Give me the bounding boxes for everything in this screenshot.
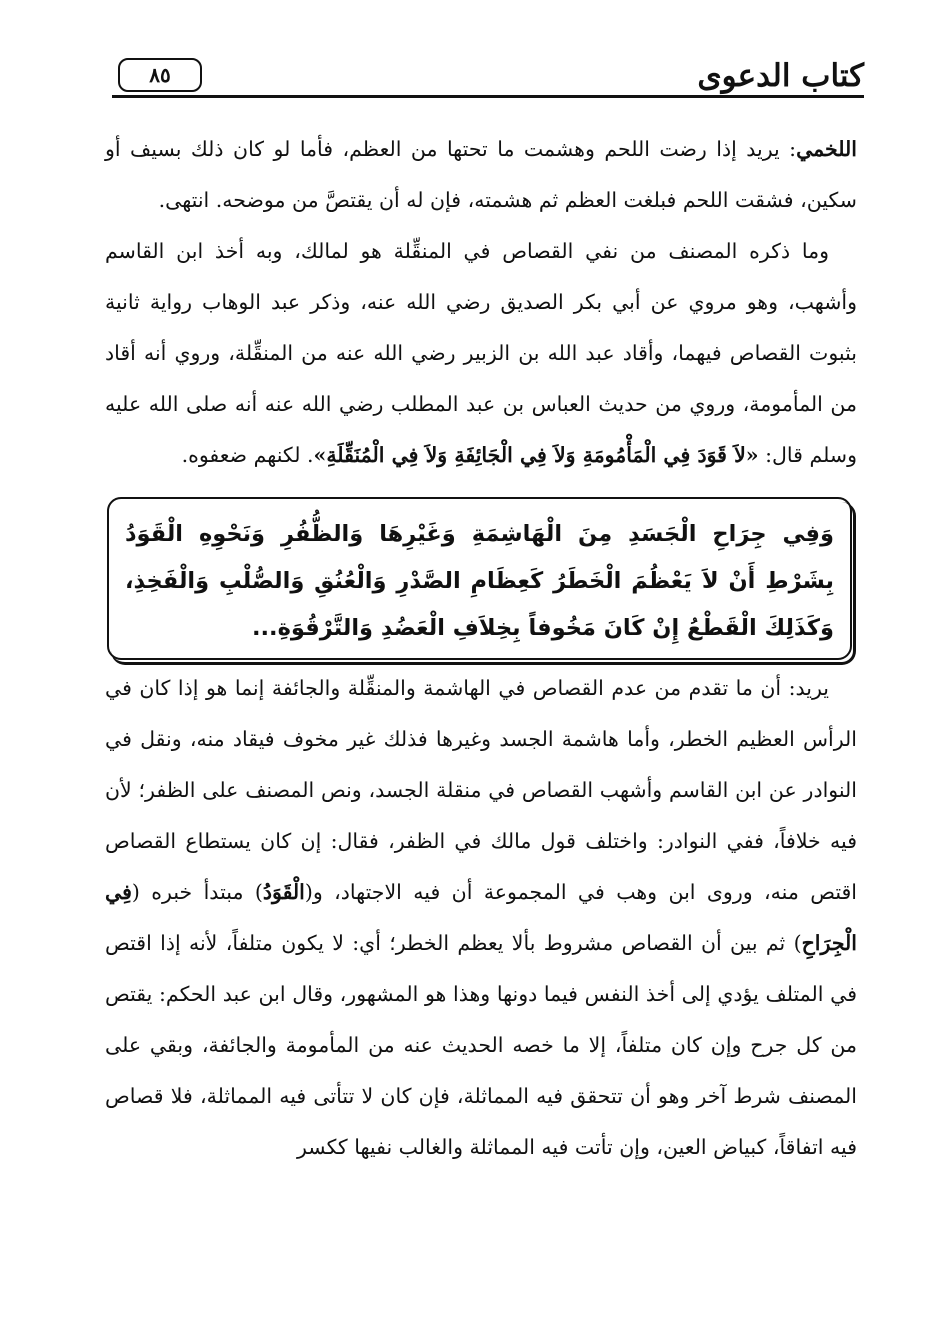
matn-box [107, 497, 852, 660]
paragraph-2-end: . لكنهم ضعفوه. [181, 443, 314, 467]
hadith-quote: «لاَ قَوَدَ فِي الْمَأْمُومَةِ وَلاَ فِي الْجَائِفَةِ وَلاَ فِي الْمُنَقِّلَةِ» [313, 443, 759, 467]
bottom-part-3: ) ثم بين أن القصاص مشروط بألا يعظم الخطر؛ أي: لا يكون متلفاً، لأنه إذا اقتص في المتلف يؤدي إلى أخذ النفس فيما دونها وهذا هو المشهور، وقال ابن عبد الحكم: يقتص من كل جرح وإن كان متلفاً، إلا ما خصه الحديث عنه من المأمومة والجائفة، وبقي على المصنف شرط آخر وهو أن تتحقق فيه المماثلة، فإن كان لا تتأتى فيه المماثلة، فلا قصاص فيه اتفاقاً، كبياض العين، وإن تأتت فيه المماثلة والغالب نفيها ككسر [105, 931, 857, 1159]
book-title: كتاب الدعوى [697, 58, 864, 94]
bottom-part-1: يريد: أن ما تقدم من عدم القصاص في الهاشمة والمنقِّلة والجائفة إنما هو إذا كان في الرأس العظيم الخطر، وأما هاشمة الجسد وغيرها فذلك غير مخوف فيقاد منه، ونقل في النوادر عن ابن القاسم وأشهب القصاص في منقلة الجسد، ونص المصنف على الظفر؛ لأن فيه خلافاً، ففي النوادر: واختلف قول مالك في الظفر، فقال: إن كان يستطاع القصاص اقتص منه، وروى ابن وهب في المجموعة أن فيه الاجتهاد، و( [105, 676, 858, 904]
commentary-bottom-block [105, 663, 857, 1173]
page-header [112, 56, 864, 102]
header-rule [112, 95, 864, 98]
term-fi-jirah: فِي الْجِرَاحِ [105, 880, 857, 955]
lakhmi-label: اللخمي [796, 137, 857, 161]
paragraph-yurid [105, 663, 857, 1173]
term-qawad: الْقَوَدُ [262, 880, 305, 904]
page-number-badge: ٨٥ [118, 58, 202, 92]
paragraph-munaqqila [105, 226, 857, 481]
paragraph-2-intro: وما ذكره المصنف من نفي القصاص في المنقِّلة هو لمالك، وبه أخذ ابن القاسم وأشهب، وهو مروي عن أبي بكر الصديق رضي الله عنه، وذكر عبد الوهاب رواية ثانية بثبوت القصاص فيهما، وأقاد عبد الله بن الزبير رضي الله عنه من المنقِّلة، وروي أنه أقاد من المأمومة، وروي من حديث العباس بن عبد المطلب رضي الله عنه أنه صلى الله عليه وسلم قال: [105, 239, 857, 467]
paragraph-lakhmi [105, 124, 857, 226]
bottom-part-2: ) مبتدأ خبره ( [131, 880, 263, 904]
lakhmi-text: : يريد إذا رضت اللحم وهشمت ما تحتها من العظم، فأما لو كان ذلك بسيف أو سكين، فشقت اللحم فبلغت العظم ثم هشمته، فإن له أن يقتصَّ من موضحه. انتهى. [105, 137, 857, 212]
matn-text: وَفِي جِرَاحِ الْجَسَدِ مِنَ الْهَاشِمَةِ وَغَيْرِهَا وَالظُّفُرِ وَنَحْوِهِ الْقَوَدُ بِشَرْطِ أَنْ لاَ يَعْظُمَ الْخَطَرُ كَعِظَامِ الصَّدْرِ وَالْعُنُقِ وَالصُّلْبِ وَالْفَخِذِ، وَكَذَلِكَ الْقَطْعُ إِنْ كَانَ مَخُوفاً بِخِلاَفِ الْعَضُدِ وَالتَّرْقُوَةِ... [125, 521, 834, 641]
commentary-top-block [105, 124, 857, 481]
